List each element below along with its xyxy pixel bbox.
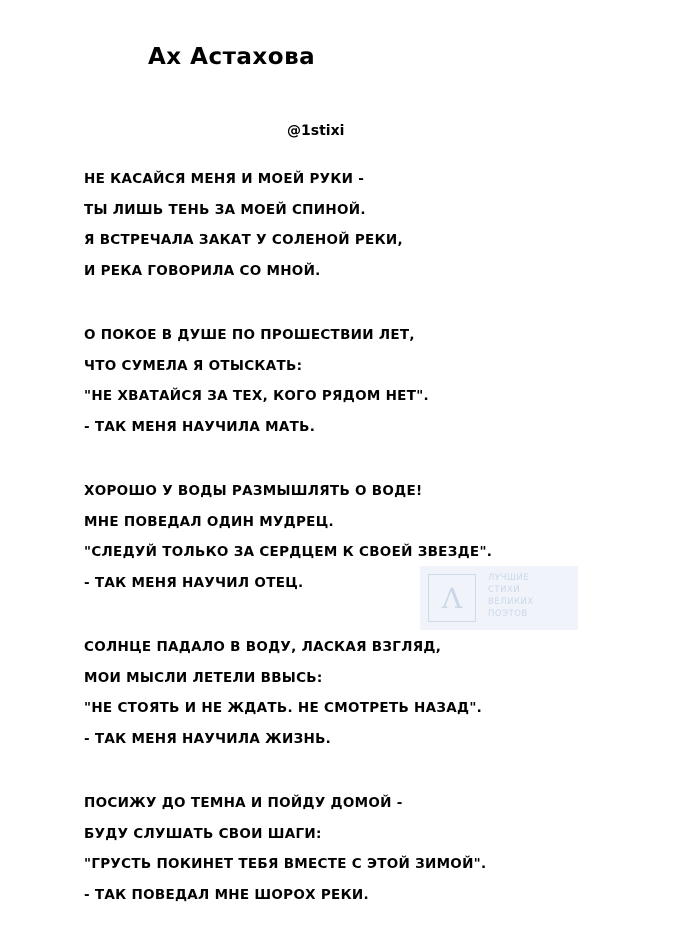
stanza <box>84 632 684 754</box>
stanza <box>84 320 684 442</box>
poem-line: ХОРОШО У ВОДЫ РАЗМЫШЛЯТЬ О ВОДЕ! <box>84 483 423 499</box>
poem-line: НЕ КАСАЙСЯ МЕНЯ И МОЕЙ РУКИ - <box>84 171 365 187</box>
author-handle: @1stixi <box>287 123 345 139</box>
poem-line: - ТАК МЕНЯ НАУЧИЛА ЖИЗНЬ. <box>84 730 332 747</box>
stanza <box>84 476 684 598</box>
poem-line: ПОСИЖУ ДО ТЕМНА И ПОЙДУ ДОМОЙ - <box>84 795 403 811</box>
watermark-line: СТИХИ <box>488 585 521 595</box>
poem-line: - ТАК МЕНЯ НАУЧИЛА МАТЬ. <box>84 418 316 435</box>
poem-line: О ПОКОЕ В ДУШЕ ПО ПРОШЕСТВИИ ЛЕТ, <box>84 327 415 343</box>
watermark-line: ПОЭТОВ <box>488 609 528 619</box>
poem-line: "НЕ ХВАТАЙСЯ ЗА ТЕХ, КОГО РЯДОМ НЕТ". <box>84 388 429 404</box>
poem-line: МОИ МЫСЛИ ЛЕТЕЛИ ВВЫСЬ: <box>84 669 323 686</box>
stanza <box>84 164 684 286</box>
poem-line: Я ВСТРЕЧАЛА ЗАКАТ У СОЛЕНОЙ РЕКИ, <box>84 232 403 248</box>
poem-line: - ТАК МЕНЯ НАУЧИЛ ОТЕЦ. <box>84 574 304 591</box>
watermark-mark: Λ <box>428 574 476 622</box>
watermark-line: ЛУЧШИЕ <box>488 573 530 583</box>
poem-line: ТЫ ЛИШЬ ТЕНЬ ЗА МОЕЙ СПИНОЙ. <box>84 201 366 218</box>
poem-line: МНЕ ПОВЕДАЛ ОДИН МУДРЕЦ. <box>84 513 334 530</box>
poem-author-title: Ах Астахова <box>148 44 316 70</box>
poem-line: "НЕ СТОЯТЬ И НЕ ЖДАТЬ. НЕ СМОТРЕТЬ НАЗАД". <box>84 700 483 716</box>
poem-line: БУДУ СЛУШАТЬ СВОИ ШАГИ: <box>84 825 322 842</box>
poem-body <box>84 164 684 944</box>
watermark-line: ВЕЛИКИХ <box>488 597 534 607</box>
poem-line: "ГРУСТЬ ПОКИНЕТ ТЕБЯ ВМЕСТЕ С ЭТОЙ ЗИМОЙ". <box>84 856 487 872</box>
poem-line: И РЕКА ГОВОРИЛА СО МНОЙ. <box>84 262 321 279</box>
poem-line: "СЛЕДУЙ ТОЛЬКО ЗА СЕРДЦЕМ К СВОЕЙ ЗВЕЗДЕ". <box>84 544 493 560</box>
stanza <box>84 788 684 910</box>
poem-line: - ТАК ПОВЕДАЛ МНЕ ШОРОХ РЕКИ. <box>84 886 369 903</box>
poem-line: ЧТО СУМЕЛА Я ОТЫСКАТЬ: <box>84 357 303 374</box>
poem-line: СОЛНЦЕ ПАДАЛО В ВОДУ, ЛАСКАЯ ВЗГЛЯД, <box>84 639 442 655</box>
